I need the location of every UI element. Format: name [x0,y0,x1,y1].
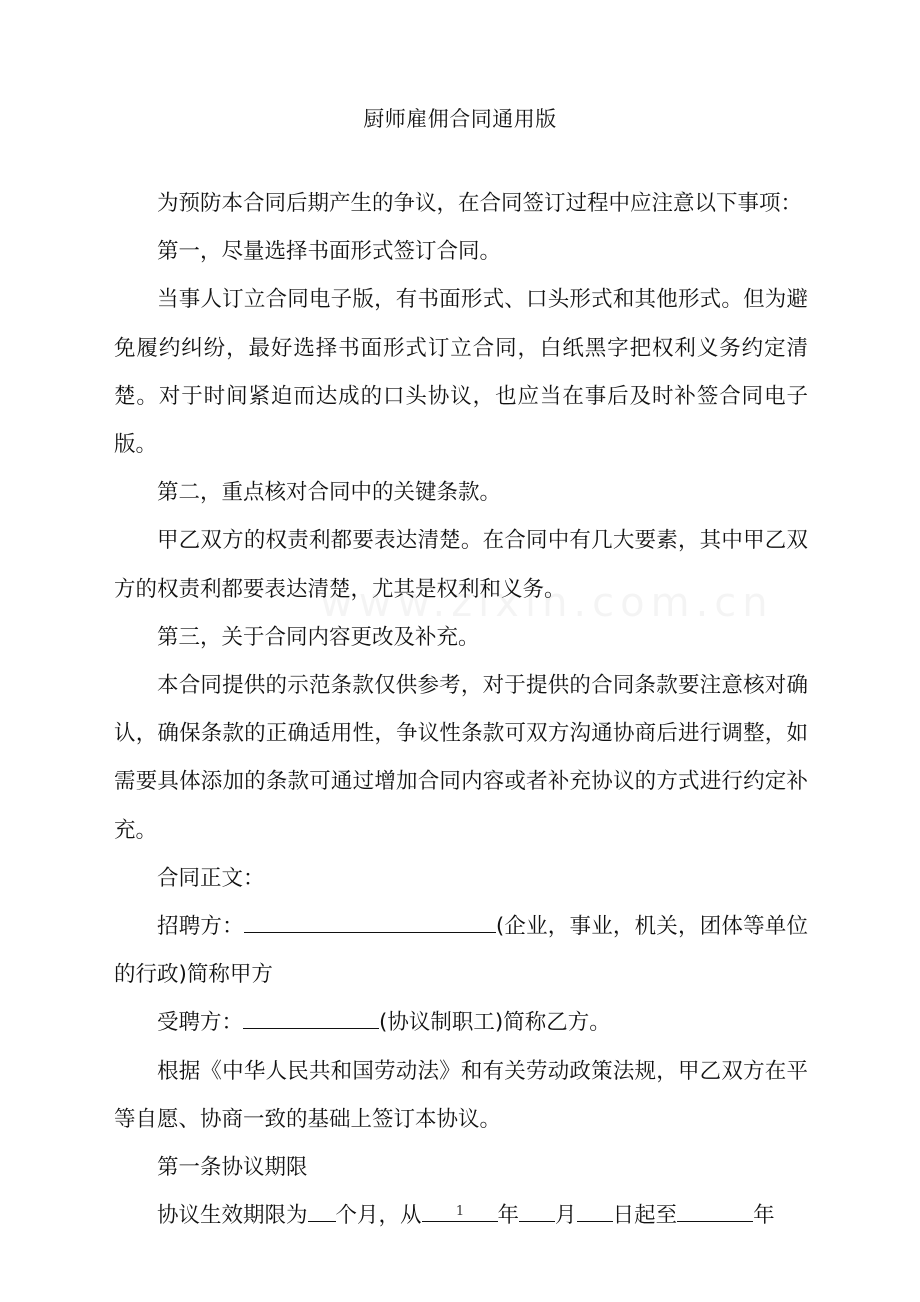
paragraph-intro: 为预防本合同后期产生的争议，在合同签订过程中应注意以下事项： [157,191,803,216]
term-text-a: 协议生效期限为 [157,1203,308,1229]
page-number: 1 [455,1204,465,1219]
document-title: 厨师雇佣合同通用版 [363,107,557,131]
paragraph-second-point: 第二，重点核对合同中的关键条款。 [157,480,502,506]
employee-label: 受聘方： [157,1010,244,1036]
paragraph-third-detail: 本合同提供的示范条款仅供参考，对于提供的合同条款要注意核对确认，确保条款的正确适用性，争议性条款可双方沟通协商后进行调整，如需要具体添加的条款可通过增加合同内容或者补充协议的方式进行约定补充。 [114,673,808,843]
paragraph-first-point: 第一，尽量选择书面形式签订合同。 [157,239,502,265]
employer-blank [244,910,496,933]
paragraph-employer [114,903,808,999]
term-text-b: 个月，从 [335,1203,422,1229]
term-text-c: 年 [497,1203,520,1229]
term-text-e: 日起至 [612,1203,678,1229]
employer-label: 招聘方： [157,914,244,940]
employee-blank [243,1006,379,1029]
employer-desc: (企业，事业，机关，团体等单位的行政)简称甲方 [114,914,808,988]
document-body [114,180,808,1240]
paragraph-legal-basis: 根据《中华人民共和国劳动法》和有关劳动政策法规，甲乙双方在平等自愿、协商一致的基础上签订本协议。 [114,1058,808,1132]
paragraph-second-detail: 甲乙双方的权责利都要表达清楚。在合同中有几大要素，其中甲乙双方的权责利都要表达清楚，尤其是权利和义务。 [114,528,808,602]
employee-desc: (协议制职工)简称乙方。 [379,1010,611,1036]
article-one-heading: 第一条协议期限 [157,1155,308,1181]
paragraph-contract-body: 合同正文： [157,865,265,891]
paragraph-third-point: 第三，关于合同内容更改及补充。 [157,624,480,650]
paragraph-employee [114,999,808,1047]
paragraph-first-detail: 当事人订立合同电子版，有书面形式、口头形式和其他形式。但为避免履约纠纷，最好选择书面形式订立合同，白纸黑字把权利义务约定清楚。对于时间紧迫而达成的口头协议，也应当在事后及时补签合同电子版。 [114,287,808,458]
term-text-d: 月 [555,1203,577,1229]
term-text-f: 年 [753,1203,775,1229]
